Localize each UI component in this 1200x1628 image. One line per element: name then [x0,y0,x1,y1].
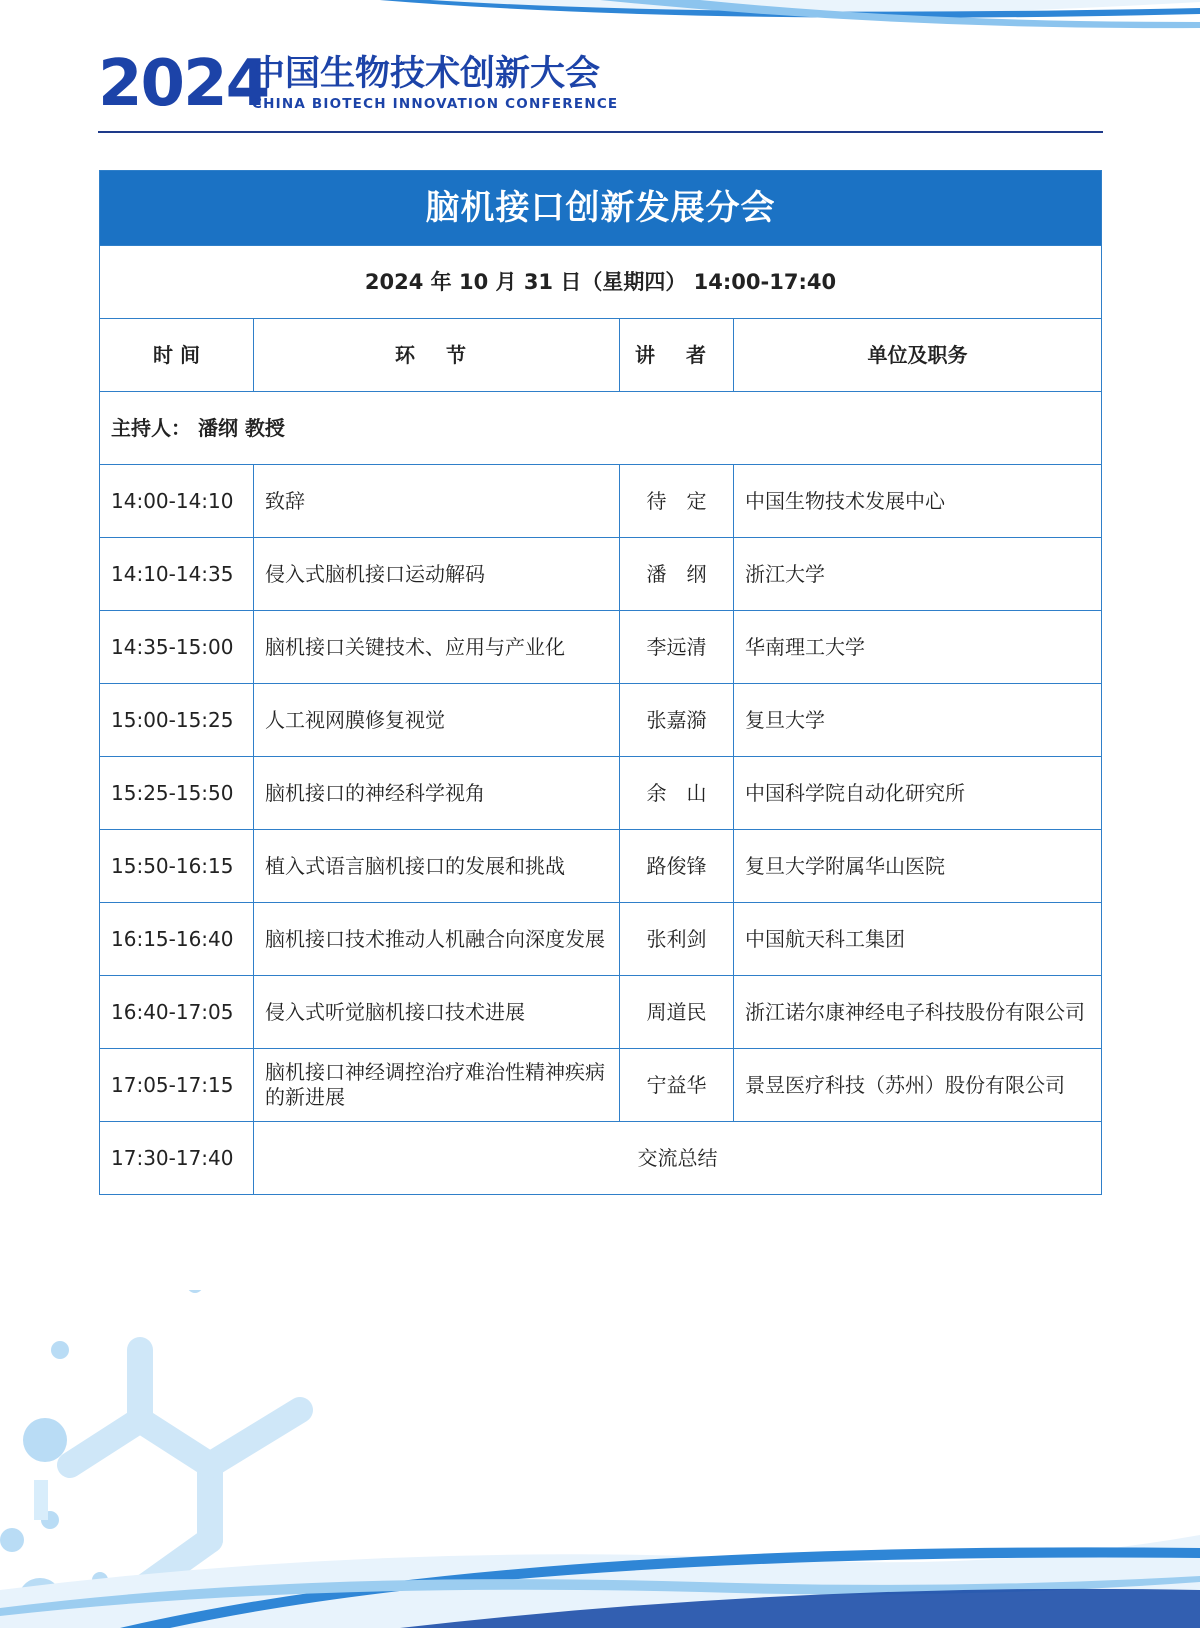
row-session: 脑机接口关键技术、应用与产业化 [254,611,620,684]
table-row [100,465,1102,538]
row-speaker: 张利剑 [620,903,734,976]
row-affiliation: 浙江诺尔康神经电子科技股份有限公司 [734,976,1102,1049]
row-affiliation: 复旦大学附属华山医院 [734,830,1102,903]
row-time: 14:00-14:10 [100,465,254,538]
row-speaker: 宁益华 [620,1049,734,1122]
host-label: 主持人： 潘纲 教授 [100,392,1102,465]
row-session: 侵入式听觉脑机接口技术进展 [254,976,620,1049]
column-header-affiliation: 单位及职务 [734,319,1102,392]
row-speaker: 潘 纲 [620,538,734,611]
row-speaker: 待 定 [620,465,734,538]
row-speaker: 余 山 [620,757,734,830]
row-speaker: 周道民 [620,976,734,1049]
row-speaker: 张嘉漪 [620,684,734,757]
header-divider [98,131,1103,133]
conference-year: 2024 [98,47,269,121]
row-session: 侵入式脑机接口运动解码 [254,538,620,611]
table-row [100,757,1102,830]
row-affiliation: 中国生物技术发展中心 [734,465,1102,538]
row-time: 15:50-16:15 [100,830,254,903]
host-row [100,392,1102,465]
agenda-header-row [100,319,1102,392]
row-affiliation: 浙江大学 [734,538,1102,611]
closing-row [100,1122,1102,1195]
agenda-table [99,170,1102,1195]
table-row [100,903,1102,976]
agenda-date: 2024 年 10 月 31 日（星期四） 14:00-17:40 [100,246,1102,319]
row-time: 15:00-15:25 [100,684,254,757]
row-time: 16:40-17:05 [100,976,254,1049]
row-affiliation: 华南理工大学 [734,611,1102,684]
table-row [100,538,1102,611]
row-time: 17:05-17:15 [100,1049,254,1122]
row-session: 脑机接口神经调控治疗难治性精神疾病的新进展 [254,1049,620,1122]
row-session: 人工视网膜修复视觉 [254,684,620,757]
closing-session: 交流总结 [254,1122,1102,1195]
column-header-time: 时 间 [100,319,254,392]
row-affiliation: 中国科学院自动化研究所 [734,757,1102,830]
row-affiliation: 中国航天科工集团 [734,903,1102,976]
row-time: 16:15-16:40 [100,903,254,976]
row-time: 14:10-14:35 [100,538,254,611]
row-speaker: 李远清 [620,611,734,684]
conference-name-cn: 中国生物技术创新大会 [250,54,601,94]
row-time: 14:35-15:00 [100,611,254,684]
bottom-molecule-decoration [0,1290,1200,1628]
row-speaker: 路俊锋 [620,830,734,903]
row-session: 脑机接口的神经科学视角 [254,757,620,830]
table-row [100,611,1102,684]
agenda-title: 脑机接口创新发展分会 [100,171,1102,246]
closing-time: 17:30-17:40 [100,1122,254,1195]
table-row [100,976,1102,1049]
table-row [100,1049,1102,1122]
row-session: 脑机接口技术推动人机融合向深度发展 [254,903,620,976]
table-row [100,830,1102,903]
row-affiliation: 复旦大学 [734,684,1102,757]
row-session: 致辞 [254,465,620,538]
row-session: 植入式语言脑机接口的发展和挑战 [254,830,620,903]
column-header-speaker: 讲 者 [620,319,734,392]
row-time: 15:25-15:50 [100,757,254,830]
column-header-session: 环 节 [254,319,620,392]
conference-name-en: CHINA BIOTECH INNOVATION CONFERENCE [252,96,619,112]
agenda-title-row [100,171,1102,246]
agenda-date-row [100,246,1102,319]
table-row [100,684,1102,757]
row-affiliation: 景昱医疗科技（苏州）股份有限公司 [734,1049,1102,1122]
